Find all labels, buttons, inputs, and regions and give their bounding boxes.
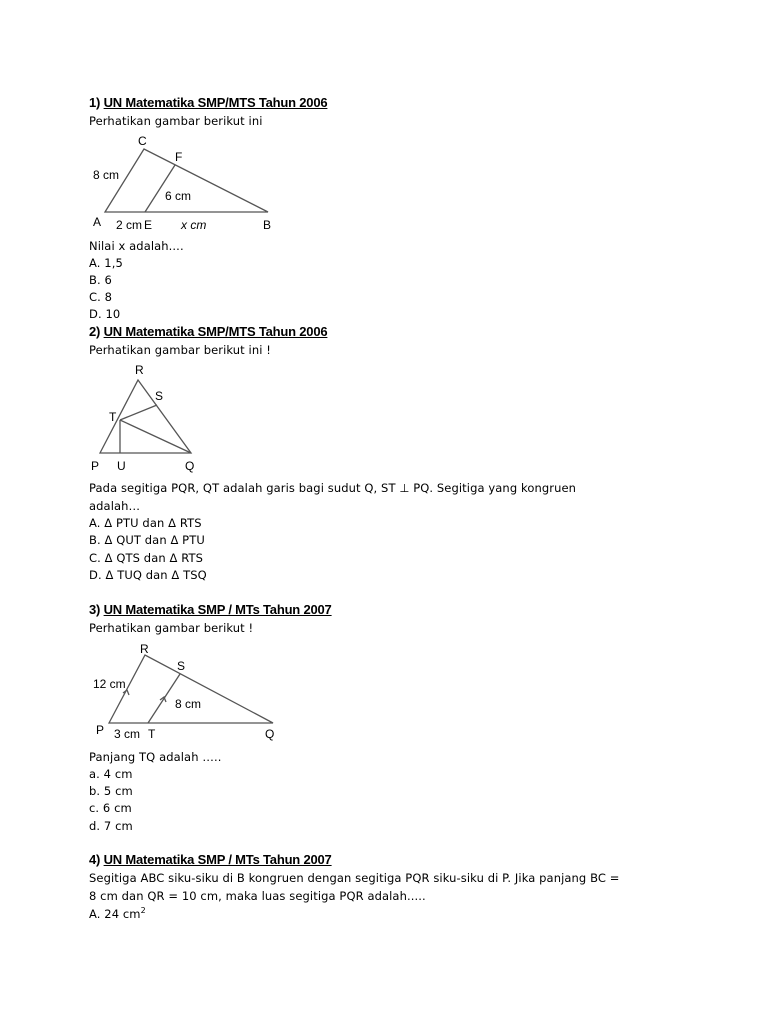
q1-label-e: E bbox=[144, 218, 153, 232]
q2-label-q: Q bbox=[185, 459, 195, 473]
q3-label-pr: 12 cm bbox=[93, 677, 126, 691]
q3-label-s: S bbox=[177, 659, 186, 673]
q4-heading bbox=[89, 852, 332, 867]
q2-label-r: R bbox=[135, 363, 144, 377]
q3-option-d: d. 7 cm bbox=[89, 819, 133, 833]
q4-option-a bbox=[89, 906, 146, 921]
q2-segment-st bbox=[120, 405, 157, 420]
q4-number: 4) bbox=[89, 852, 101, 867]
q1-label-ae: 2 cm bbox=[116, 218, 143, 232]
q2-label-p: P bbox=[91, 459, 100, 473]
q1-option-d: D. 10 bbox=[89, 307, 121, 321]
q3-label-t: T bbox=[148, 727, 156, 741]
q1-label-a: A bbox=[93, 215, 102, 229]
q2-label-s: S bbox=[155, 389, 164, 403]
q1-label-eb: x cm bbox=[181, 218, 207, 232]
q4-option-a-text: A. 24 cm bbox=[89, 906, 141, 921]
q1-option-b: B. 6 bbox=[89, 273, 112, 287]
q1-option-c: C. 8 bbox=[89, 290, 113, 304]
q2-triangle-figure bbox=[85, 360, 215, 475]
q3-label-r: R bbox=[140, 642, 149, 656]
q2-option-a: A. Δ PTU dan Δ RTS bbox=[89, 516, 202, 530]
q1-label-ac: 8 cm bbox=[93, 168, 120, 182]
q3-label-pt: 3 cm bbox=[114, 727, 141, 741]
q2-number: 2) bbox=[89, 324, 101, 339]
q2-segment-qt bbox=[120, 420, 191, 453]
q2-option-c: C. Δ QTS dan Δ RTS bbox=[89, 551, 203, 565]
q4-option-a-superscript: 2 bbox=[140, 906, 146, 915]
q1-label-c: C bbox=[138, 134, 147, 148]
q3-label-p: P bbox=[96, 723, 105, 737]
q3-question: Panjang TQ adalah ….. bbox=[89, 750, 222, 764]
q1-label-b: B bbox=[263, 218, 272, 232]
q2-label-t: T bbox=[109, 410, 117, 424]
q2-option-d: D. Δ TUQ dan Δ TSQ bbox=[89, 568, 207, 582]
q1-label-f: F bbox=[175, 150, 183, 164]
q2-question-line1: Pada segitiga PQR, QT adalah garis bagi sudut Q, ST ⊥ PQ. Segitiga yang kongruen bbox=[89, 481, 577, 495]
q3-triangle-pqr bbox=[109, 655, 273, 723]
q4-text-line1: Segitiga ABC siku-siku di B kongruen dengan segitiga PQR siku-siku di P. Jika panjang BC = bbox=[89, 871, 620, 885]
q1-option-a: A. 1,5 bbox=[89, 256, 123, 270]
q4-title: UN Matematika SMP / MTs Tahun 2007 bbox=[103, 852, 332, 867]
q3-label-ts: 8 cm bbox=[175, 697, 202, 711]
q3-option-a: a. 4 cm bbox=[89, 767, 133, 781]
q2-heading bbox=[89, 324, 327, 339]
q2-label-u: U bbox=[117, 459, 126, 473]
q1-label-ef: 6 cm bbox=[165, 189, 192, 203]
q3-option-c: c. 6 cm bbox=[89, 801, 132, 815]
q1-number: 1) bbox=[89, 95, 101, 110]
q3-option-b: b. 5 cm bbox=[89, 784, 133, 798]
q1-heading bbox=[89, 95, 327, 110]
q3-number: 3) bbox=[89, 602, 101, 617]
q1-question: Nilai x adalah.... bbox=[89, 239, 184, 253]
q1-triangle-figure bbox=[85, 133, 285, 233]
q2-title: UN Matematika SMP/MTS Tahun 2006 bbox=[103, 324, 328, 339]
q3-title: UN Matematika SMP / MTs Tahun 2007 bbox=[103, 602, 332, 617]
q1-instruction: Perhatikan gambar berikut ini bbox=[89, 114, 263, 128]
q3-triangle-figure bbox=[85, 640, 285, 745]
q4-text-line2: 8 cm dan QR = 10 cm, maka luas segitiga PQR adalah..... bbox=[89, 889, 426, 903]
q1-title: UN Matematika SMP/MTS Tahun 2006 bbox=[103, 95, 328, 110]
q2-question-line2: adalah… bbox=[89, 499, 141, 513]
q2-instruction: Perhatikan gambar berikut ini ! bbox=[89, 343, 271, 357]
q3-instruction: Perhatikan gambar berikut ! bbox=[89, 621, 254, 635]
q3-heading bbox=[89, 602, 332, 617]
q2-option-b: B. Δ QUT dan Δ PTU bbox=[89, 533, 205, 547]
q3-label-q: Q bbox=[265, 727, 275, 741]
